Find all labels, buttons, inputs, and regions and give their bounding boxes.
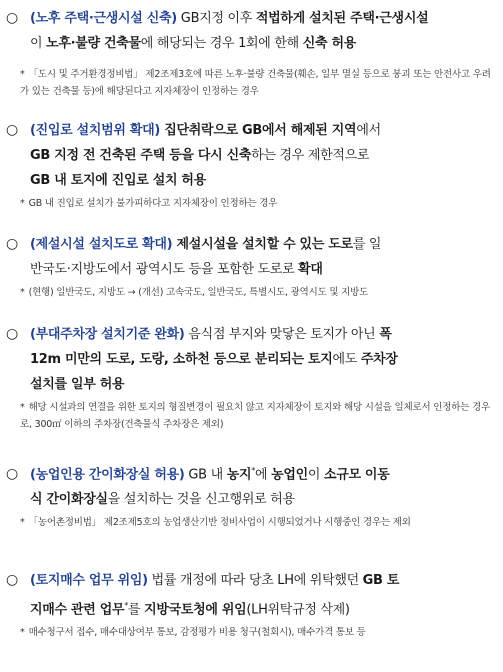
text: 법률 개정에 따라 당초 LH에 위탁했던 [147, 573, 363, 588]
item-main-text [6, 6, 498, 31]
circle-bullet-icon: ○ [6, 236, 18, 252]
footnote-marker: * [124, 601, 128, 610]
note-marker: * [20, 198, 25, 209]
item-old-housing [6, 6, 498, 100]
text: GB 내 [184, 467, 227, 483]
item-main-text-cont [6, 372, 498, 397]
item-main-text [6, 568, 498, 593]
text: (LH위탁규정 삭제) [246, 602, 350, 618]
item-main-text-cont [6, 347, 498, 372]
text-bold: 주차장 [360, 352, 398, 367]
text-bold: 지매수 관련 업무 [30, 602, 125, 618]
item-tag: (노후 주택·근생시설 신축) [30, 11, 177, 26]
note-text: 「도시 및 주거환경정비법」 제2조제3호에 따른 노후·불량 건축물(훼손, 일부 멸실 등으로 붕괴 또는 안전사고 우려가 있는 건축물 등)에 해당된다고 지자체장이 인정하는 경우 [20, 69, 491, 97]
text: 하는 경우 제한적으로 [251, 148, 370, 163]
text-bold: 식 간이화장실 [30, 492, 108, 508]
item-tag: (부대주차장 설치기준 완화) [30, 327, 185, 342]
text-bold: 농지 [226, 467, 252, 483]
item-main-text-cont [6, 31, 498, 56]
circle-bullet-icon: ○ [6, 122, 18, 138]
item-note [6, 624, 498, 641]
text: 에서 [356, 123, 381, 138]
text: 에 [254, 467, 272, 483]
text: 에 해당되는 경우 1회에 한해 [140, 36, 303, 51]
item-note [6, 399, 498, 433]
circle-bullet-icon: ○ [6, 466, 18, 483]
text-bold: 제설시설을 설치할 수 있는 도로 [172, 237, 353, 252]
text-bold: GB 내 토지에 진입로 설치 허용 [30, 173, 206, 188]
text: 반국도·지방도에서 광역시도 등을 포함한 도로로 [30, 262, 299, 277]
text: 를 일 [352, 237, 382, 252]
text: 이 [307, 467, 324, 483]
item-main-text-cont [6, 168, 498, 193]
item-note [6, 514, 498, 531]
item-access-road [6, 118, 498, 212]
note-marker: * [20, 627, 25, 639]
item-main-text [6, 322, 498, 347]
item-tag: (농업인용 간이화장실 허용) [30, 467, 185, 483]
item-main-text [6, 118, 498, 143]
note-text: 해당 시설과의 연결을 위한 토지의 형질변경이 필요치 않고 지자체장이 토지와 해당 시설을 일체로서 인정하는 경우로, 300㎡ 이하의 주차장(건축물식 주차장은 제외) [20, 402, 490, 430]
item-toilet [6, 458, 498, 531]
text-bold: 확대 [298, 262, 323, 277]
item-tag: (토지매수 업무 위임) [30, 573, 148, 588]
note-marker: * [20, 69, 25, 80]
text: 을 설치하는 것을 신고행위로 허용 [107, 492, 295, 508]
note-marker: * [20, 517, 25, 529]
text-bold: 설치를 일부 허용 [30, 377, 125, 392]
text: 를 [127, 602, 145, 618]
circle-bullet-icon: ○ [6, 10, 18, 26]
text: GB지정 이후 [176, 11, 256, 26]
item-snow-facility [6, 232, 498, 301]
text: 에도 [332, 352, 361, 367]
item-note [6, 66, 498, 100]
note-marker: * [20, 287, 25, 298]
text-bold: 신축 허용 [302, 36, 357, 51]
item-tag: (제설시설 설치도로 확대) [30, 237, 173, 252]
text-bold: GB 토 [362, 573, 400, 588]
text-bold: 집단취락으로 GB에서 해제된 지역 [160, 123, 357, 138]
item-tag: (진입로 설치범위 확대) [30, 123, 161, 138]
text-bold: 지방국토청에 위임 [144, 602, 247, 618]
text-bold: 12m 미만의 도로, 도랑, 소하천 등으로 분리되는 토지 [30, 352, 333, 367]
item-main-text-cont [6, 257, 498, 282]
text-bold: GB 지정 전 건축된 주택 등을 다시 신축 [30, 148, 252, 163]
item-main-text-cont [6, 487, 498, 512]
note-text: (현행) 일반국도, 지방도 → (개선) 고속국도, 일반국도, 특별시도, 광역시도 및 지방도 [28, 287, 369, 298]
text: 이 [30, 36, 47, 51]
text-bold: 적법하게 설치된 주택·근생시설 [255, 11, 429, 26]
item-main-text-cont [6, 143, 498, 168]
item-note [6, 284, 498, 301]
item-main-text [6, 458, 498, 487]
text-bold: 폭 [379, 327, 392, 342]
note-text: GB 내 진입로 설치가 불가피하다고 지자체장이 인정하는 경우 [28, 198, 278, 209]
note-text: 매수청구서 접수, 매수대상여부 통보, 감정평가 비용 청구(철회시), 매수가격 통보 등 [28, 627, 366, 639]
item-parking [6, 322, 498, 433]
text-bold: 노후·불량 건축물 [46, 36, 141, 51]
circle-bullet-icon: ○ [6, 326, 18, 342]
text: 음식점 부지와 맞닿은 토지가 아닌 [184, 327, 380, 342]
circle-bullet-icon: ○ [6, 572, 18, 588]
item-note [6, 195, 498, 212]
text-bold: 소규모 이동 [323, 467, 390, 483]
footnote-marker: * [251, 466, 255, 475]
note-text: 「농어촌정비법」 제2조제5호의 농업생산기반 정비사업이 시행되었거나 시행중인 경우는 제외 [28, 517, 411, 529]
note-marker: * [20, 402, 25, 413]
item-main-text [6, 232, 498, 257]
item-land-purchase [6, 568, 498, 641]
item-main-text-cont [6, 593, 498, 622]
text-bold: 농업인 [271, 467, 308, 483]
